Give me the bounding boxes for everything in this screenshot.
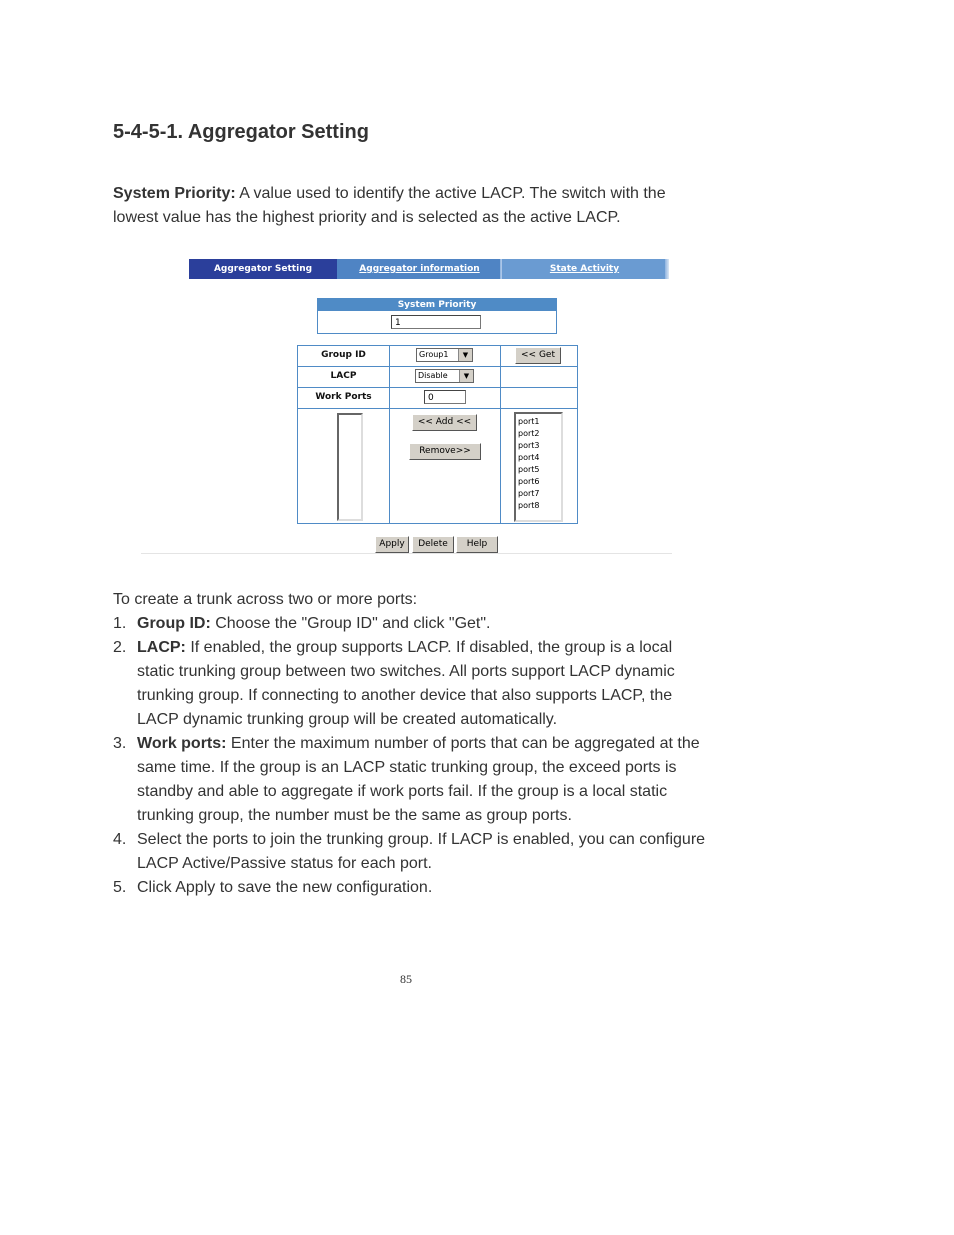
- system-priority-term: System Priority:: [113, 185, 236, 202]
- system-priority-text: A value used to identify the active LACP. The switch with the lowest value has the highest priority and is selected as the active LACP.: [113, 185, 666, 226]
- list-item[interactable]: port7: [518, 489, 540, 498]
- lacp-select[interactable]: [415, 369, 474, 383]
- tab-aggregator-setting[interactable]: Aggregator Setting: [189, 259, 337, 279]
- step-number: 2.: [113, 639, 127, 656]
- available-ports-listbox[interactable]: [514, 412, 563, 522]
- step-text: Choose the "Group ID" and click "Get".: [210, 615, 491, 632]
- lacp-label: LACP: [330, 371, 357, 381]
- help-button[interactable]: Help: [456, 536, 498, 553]
- step-term: Work ports:: [137, 735, 227, 752]
- list-item: [113, 612, 713, 636]
- steps-intro: To create a trunk across two or more ports:: [113, 591, 418, 608]
- step-text: Click Apply to save the new configuration.: [137, 879, 433, 896]
- tab-state-activity[interactable]: State Activity: [502, 259, 667, 279]
- step-text: Enter the maximum number of ports that can be aggregated at the same time. If the group is an LACP static trunking group, the exceed ports is standby and able to aggregate if work ports fail. If the group is a local static trunking group, the number must be the same as group ports.: [137, 735, 700, 824]
- step-text: Select the ports to join the trunking group. If LACP is enabled, you can configure LACP Active/Passive status for each port.: [137, 831, 706, 872]
- group-id-label: Group ID: [321, 350, 366, 360]
- list-item: [113, 732, 713, 828]
- list-item[interactable]: port4: [518, 453, 540, 462]
- system-priority-input[interactable]: 1: [391, 315, 481, 329]
- list-item[interactable]: port3: [518, 441, 540, 450]
- list-item[interactable]: port2: [518, 429, 540, 438]
- chevron-down-icon[interactable]: ▼: [458, 349, 472, 361]
- step-number: 4.: [113, 831, 127, 848]
- add-button[interactable]: << Add <<: [412, 414, 477, 431]
- group-id-value: Group1: [419, 350, 449, 359]
- list-item[interactable]: port1: [518, 417, 540, 426]
- steps-list: [113, 612, 713, 900]
- aggregator-setting-screenshot: [141, 252, 672, 555]
- list-item: [113, 828, 713, 876]
- group-ports-listbox[interactable]: [337, 413, 363, 521]
- step-term: Group ID:: [137, 615, 211, 632]
- lacp-value: Disable: [418, 371, 448, 380]
- step-number: 1.: [113, 615, 127, 632]
- group-id-select[interactable]: [416, 348, 473, 362]
- work-ports-input[interactable]: 0: [424, 390, 466, 404]
- list-item: [113, 636, 713, 732]
- delete-button[interactable]: Delete: [412, 536, 454, 553]
- section-title: 5-4-5-1. Aggregator Setting: [113, 121, 369, 143]
- aggregator-form-grid: [297, 345, 578, 524]
- step-term: LACP:: [137, 639, 186, 656]
- system-priority-description: [113, 182, 713, 230]
- work-ports-label: Work Ports: [315, 392, 372, 402]
- tab-aggregator-information[interactable]: Aggregator information: [337, 259, 502, 279]
- tab-bar: [189, 259, 667, 279]
- step-text: If enabled, the group supports LACP. If disabled, the group is a local static trunking group between two switches. All ports support LACP dynamic trunking group. If connecting to another device that also supports LACP, the LACP dynamic trunking group will be created automatically.: [137, 639, 675, 728]
- step-number: 3.: [113, 735, 127, 752]
- divider: [141, 553, 672, 554]
- chevron-down-icon[interactable]: ▼: [459, 370, 473, 382]
- step-number: 5.: [113, 879, 127, 896]
- list-item[interactable]: port6: [518, 477, 540, 486]
- list-item[interactable]: port5: [518, 465, 540, 474]
- apply-button[interactable]: Apply: [375, 536, 409, 553]
- list-item[interactable]: port8: [518, 501, 540, 510]
- system-priority-label: System Priority: [318, 299, 556, 311]
- list-item: [113, 876, 713, 900]
- system-priority-panel: [317, 298, 557, 334]
- page-number: 85: [400, 972, 412, 986]
- remove-button[interactable]: Remove>>: [409, 443, 481, 460]
- get-button[interactable]: << Get: [515, 347, 561, 364]
